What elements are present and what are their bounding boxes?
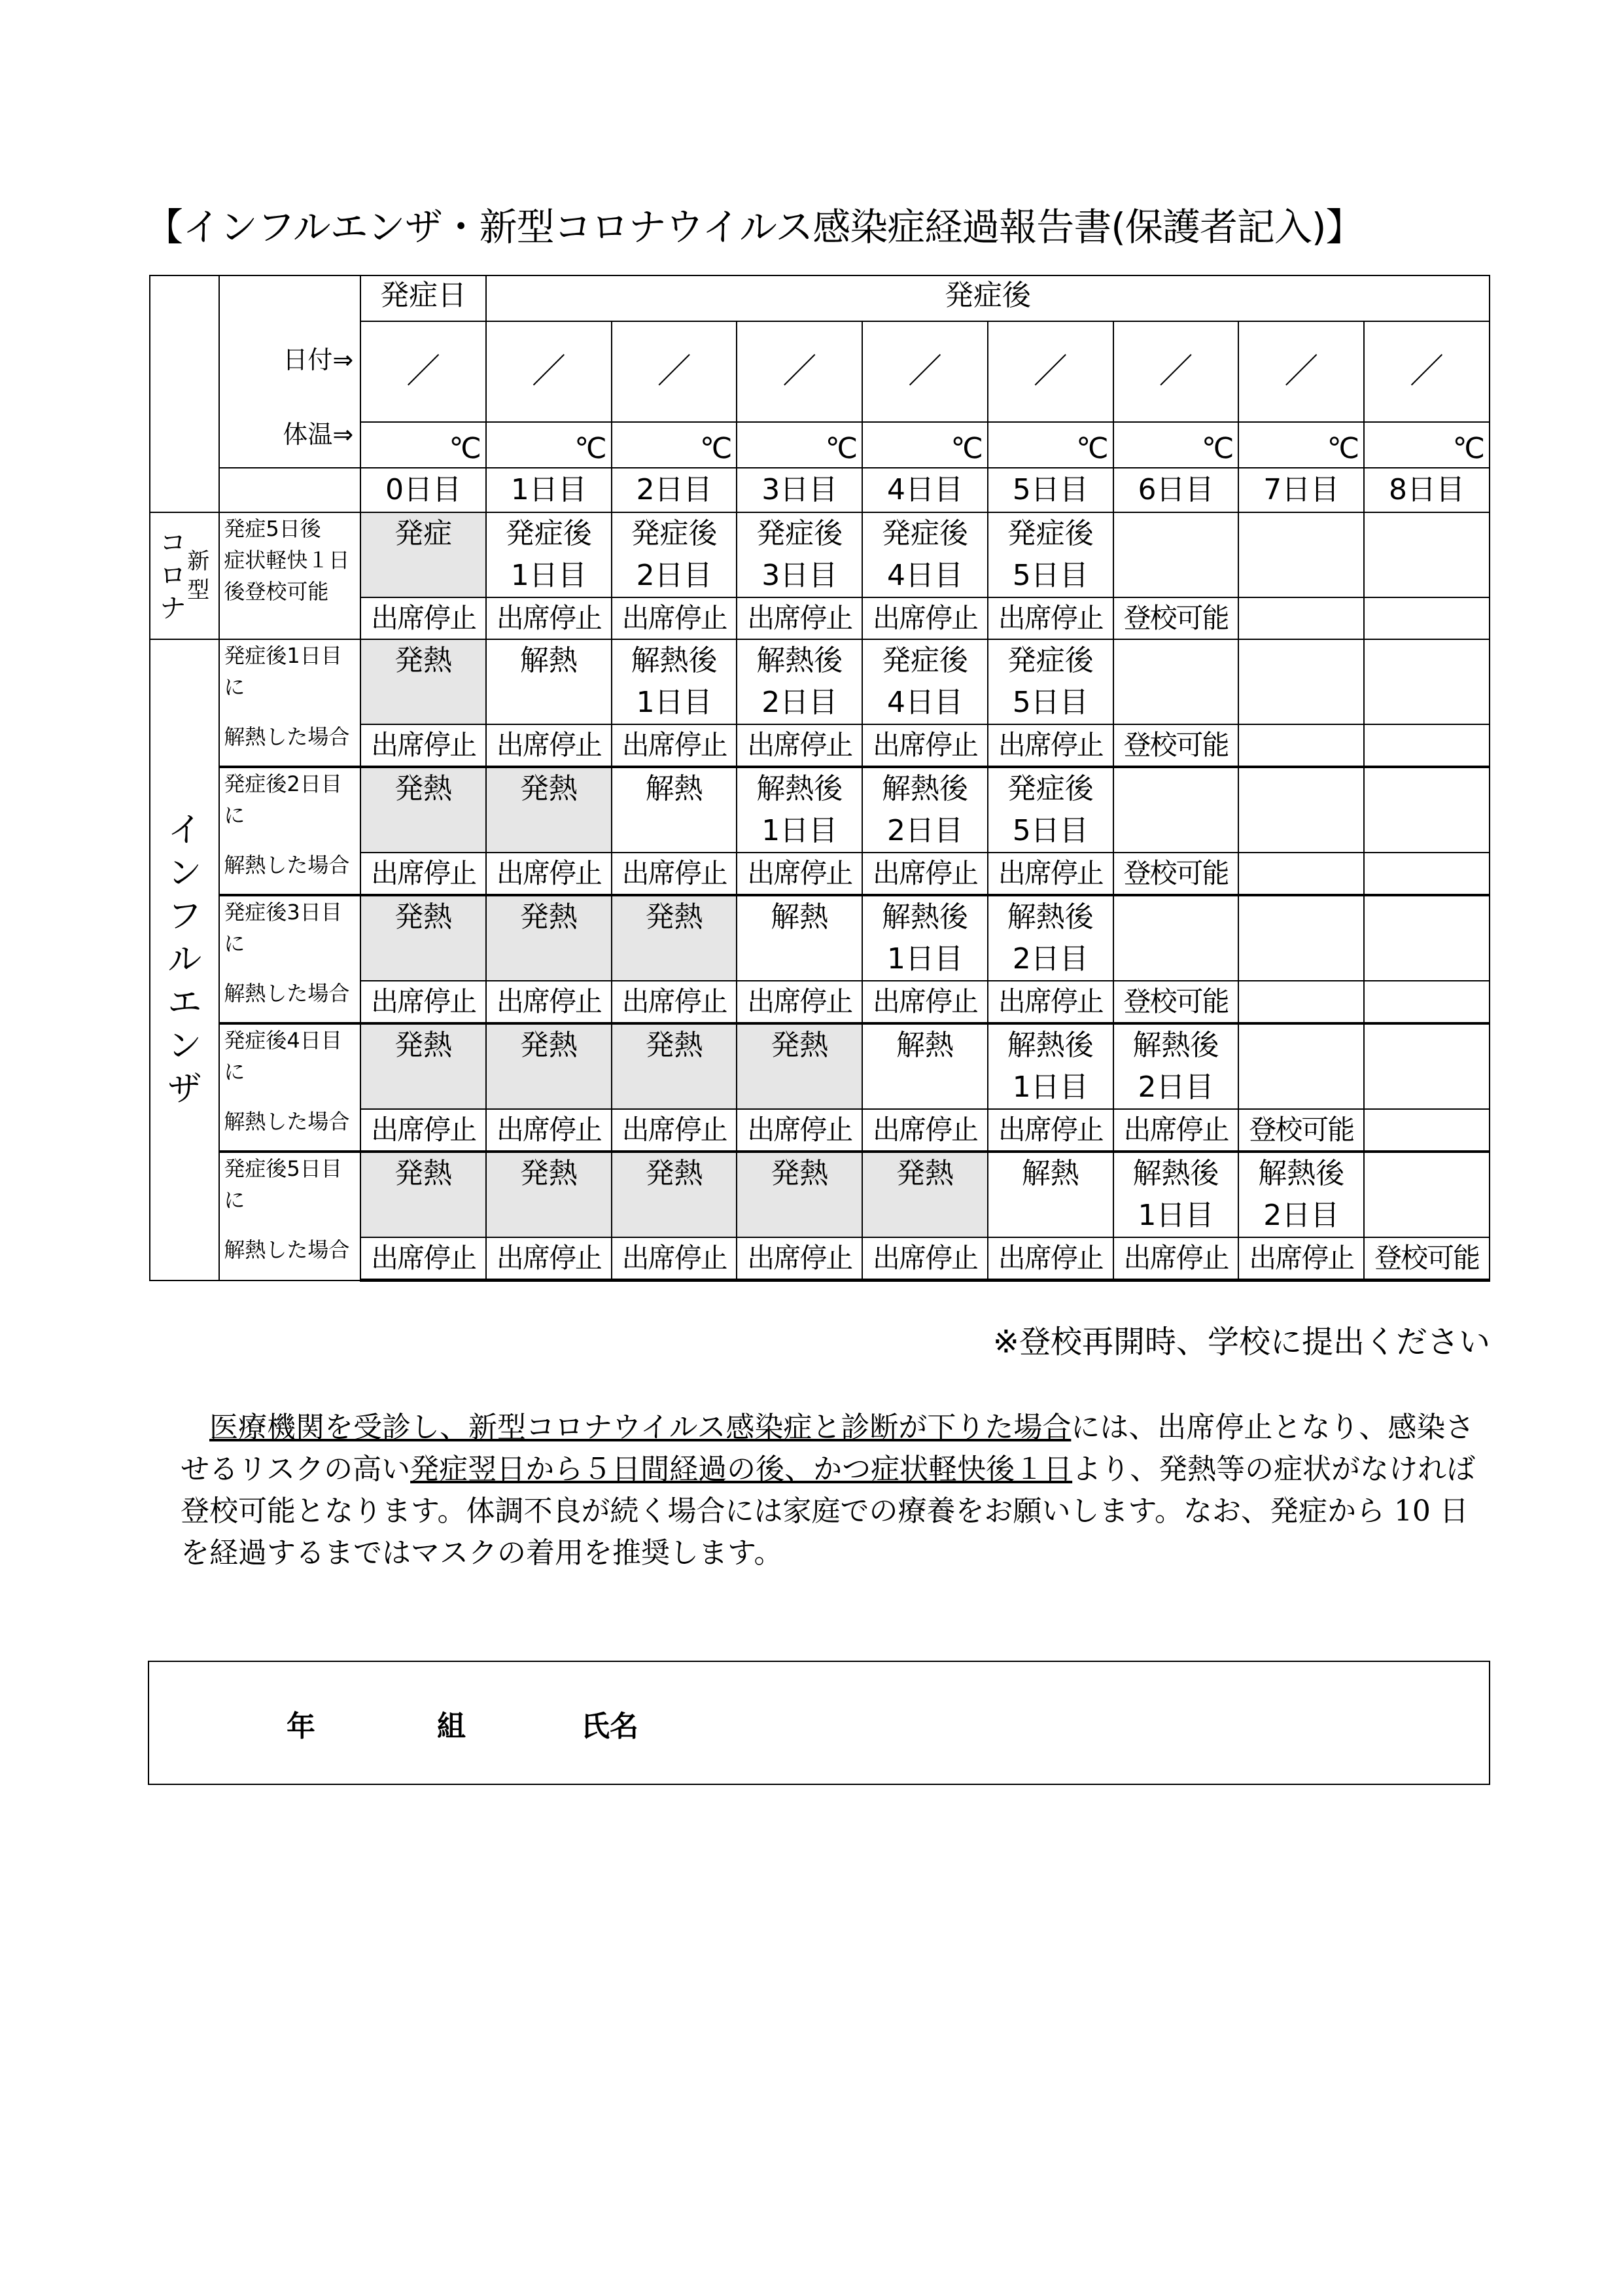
attendance-status-cell: 出席停止: [1238, 1237, 1364, 1280]
temperature-cell[interactable]: ℃: [360, 422, 486, 468]
phase-cell: [360, 1023, 486, 1109]
attendance-status-cell: 登校可能: [1113, 597, 1239, 639]
date-cell[interactable]: ／: [1364, 321, 1490, 423]
after-onset-header: 発症後: [486, 275, 1490, 321]
phase-text: [737, 896, 862, 938]
phase-cell: [360, 639, 486, 724]
days-label-blank: [219, 468, 360, 512]
phase-line-1: 発症: [394, 517, 453, 550]
student-info-box: [148, 1661, 1490, 1785]
attendance-status-cell: 出席停止: [988, 853, 1113, 895]
attendance-status-cell: 出席停止: [737, 1109, 862, 1152]
phase-cell: [988, 767, 1113, 853]
phase-cell: [1238, 1152, 1364, 1237]
phase-line-1: 解熱: [771, 900, 829, 934]
phase-cell: [988, 1152, 1113, 1237]
attendance-status-cell: 出席停止: [862, 724, 988, 767]
temperature-cell[interactable]: ℃: [1364, 422, 1490, 468]
phase-line-1: 解熱後: [756, 772, 843, 805]
corona-side-label: [150, 512, 219, 639]
attendance-status-cell: 出席停止: [360, 597, 486, 639]
phase-text: [361, 640, 485, 682]
phase-line-1: 発症後: [882, 644, 969, 677]
day-number-cell: 3日目: [737, 468, 862, 512]
date-cell[interactable]: ／: [862, 321, 988, 423]
phase-text: [737, 1025, 862, 1067]
class-label: 組: [437, 1710, 466, 1743]
phase-text: [612, 513, 737, 597]
condition-line: 発症後3日目に: [224, 900, 342, 956]
attendance-status-cell: 出席停止: [862, 981, 988, 1023]
phase-cell: [486, 767, 612, 853]
attendance-status-cell: 出席停止: [862, 1109, 988, 1152]
phase-line-1: 解熱: [1021, 1157, 1079, 1190]
phase-line-2: 1日目: [761, 814, 838, 847]
day-number-cell: 8日目: [1364, 468, 1490, 512]
condition-line: 後登校可能: [224, 579, 329, 604]
condition-line: 解熱した場合: [224, 1109, 350, 1134]
phase-line-1: 発熱: [896, 1157, 954, 1190]
paragraph-part-3: 発症翌日から５日間経過の後、かつ症状軽快後１日: [410, 1453, 1073, 1486]
phase-cell: [612, 512, 737, 597]
attendance-status-cell: 出席停止: [486, 853, 612, 895]
phase-cell: [1364, 895, 1490, 981]
condition-line: 発症後4日目に: [224, 1028, 342, 1084]
condition-line: 発症後5日目に: [224, 1156, 342, 1212]
name-label: 氏名: [581, 1710, 638, 1743]
attendance-status-cell: 出席停止: [862, 1237, 988, 1280]
phase-text: [487, 513, 611, 597]
phase-line-1: 解熱: [645, 772, 703, 805]
phase-cell: [1238, 639, 1364, 724]
phase-text: [361, 1025, 485, 1067]
phase-text: [988, 513, 1113, 597]
phase-cell: [1113, 767, 1239, 853]
attendance-status-cell: 出席停止: [612, 853, 737, 895]
phase-line-1: 発熱: [519, 1157, 578, 1190]
condition-line: 解熱した場合: [224, 1237, 350, 1262]
phase-line-1: 解熱後: [882, 772, 969, 805]
condition-label: [219, 512, 360, 639]
phase-text: [487, 640, 611, 682]
year-label: 年: [287, 1710, 315, 1743]
temperature-cell[interactable]: ℃: [862, 422, 988, 468]
attendance-status-cell: 登校可能: [1113, 853, 1239, 895]
corona-side-left: [160, 527, 186, 625]
phase-text: [988, 768, 1113, 852]
header-row-days: [150, 468, 1490, 512]
phase-cell: [360, 767, 486, 853]
date-cell[interactable]: ／: [737, 321, 862, 423]
header-label-cell: [219, 275, 360, 468]
corona-char: 型: [187, 577, 210, 603]
phase-line-1: 発熱: [394, 772, 453, 805]
phase-line-1: 発熱: [645, 900, 703, 934]
day-number-cell: 2日目: [612, 468, 737, 512]
phase-line-1: 解熱後: [756, 644, 843, 677]
phase-line-1: 解熱後: [882, 900, 969, 934]
attendance-status-cell: [1238, 597, 1364, 639]
condition-line: 症状軽快１日: [224, 548, 350, 573]
attendance-status-cell: 登校可能: [1113, 724, 1239, 767]
attendance-status-cell: 出席停止: [737, 1237, 862, 1280]
attendance-status-cell: 出席停止: [737, 597, 862, 639]
onset-day-header: 発症日: [360, 275, 486, 321]
condition-label: [219, 767, 360, 895]
phase-text: [988, 896, 1113, 980]
phase-line-2: 1日目: [636, 686, 712, 719]
phase-text: [487, 768, 611, 810]
attendance-status-cell: [1238, 981, 1364, 1023]
attendance-status-cell: 出席停止: [988, 1237, 1113, 1280]
phase-line-1: 解熱後: [1132, 1029, 1219, 1062]
attendance-status-cell: 登校可能: [1238, 1109, 1364, 1152]
date-cell[interactable]: ／: [360, 321, 486, 423]
attendance-status-cell: 出席停止: [486, 597, 612, 639]
phase-line-1: 発熱: [394, 644, 453, 677]
condition-line: 発症5日後: [224, 516, 321, 541]
condition-label: [219, 639, 360, 767]
influenza-char: イ: [167, 810, 202, 850]
phase-text: [1114, 1153, 1238, 1237]
day-number-cell: 1日目: [486, 468, 612, 512]
attendance-status-cell: 出席停止: [486, 981, 612, 1023]
attendance-status-cell: 出席停止: [862, 853, 988, 895]
phase-line-1: 発熱: [645, 1029, 703, 1062]
phase-cell: [360, 895, 486, 981]
phase-cell: [737, 895, 862, 981]
condition-line: 解熱した場合: [224, 724, 350, 749]
attendance-status-cell: 出席停止: [612, 1237, 737, 1280]
attendance-status-cell: 出席停止: [988, 1109, 1113, 1152]
phase-line-1: 発症後: [631, 517, 718, 550]
date-cell[interactable]: ／: [1238, 321, 1364, 423]
phase-cell: [612, 639, 737, 724]
attendance-status-cell: 出席停止: [360, 981, 486, 1023]
attendance-status-cell: 出席停止: [1113, 1109, 1239, 1152]
attendance-status-cell: 出席停止: [486, 1109, 612, 1152]
phase-cell: [1364, 1023, 1490, 1109]
table-body: [150, 275, 1490, 1280]
schedule-row: [150, 1152, 1490, 1237]
phase-line-1: 発症後: [505, 517, 592, 550]
phase-cell: [862, 895, 988, 981]
attendance-status-cell: 出席停止: [988, 597, 1113, 639]
temperature-cell[interactable]: ℃: [988, 422, 1113, 468]
phase-cell: [862, 1152, 988, 1237]
phase-cell: [988, 512, 1113, 597]
phase-text: [863, 640, 987, 724]
phase-text: [361, 896, 485, 938]
phase-cell: [1113, 895, 1239, 981]
phase-line-2: 4日目: [887, 559, 964, 592]
phase-cell: [360, 1152, 486, 1237]
paragraph-part-1: 医療機関を受診し、新型コロナウイルス感染症と診断が下りた場合: [209, 1411, 1072, 1444]
paragraph-part-2: には、出席停止となり、感染させるリスクの高い: [181, 1411, 1475, 1486]
phase-line-2: 2日目: [1138, 1070, 1214, 1104]
phase-cell: [486, 1152, 612, 1237]
phase-text: [988, 1025, 1113, 1108]
phase-line-1: 発熱: [519, 772, 578, 805]
progress-table: [149, 275, 1490, 1282]
phase-cell: [862, 767, 988, 853]
attendance-status-cell: 出席停止: [612, 981, 737, 1023]
attendance-status-cell: 出席停止: [612, 724, 737, 767]
corona-side-text: [150, 527, 218, 625]
phase-text: [988, 640, 1113, 724]
page-title: 【インフルエンザ・新型コロナウイルス感染症経過報告書(保護者記入)】: [145, 205, 1363, 249]
phase-line-2: 4日目: [887, 686, 964, 719]
phase-line-2: 1日目: [1138, 1199, 1214, 1232]
phase-line-2: 2日目: [761, 686, 838, 719]
schedule-row: [150, 895, 1490, 981]
phase-text: [612, 768, 737, 810]
phase-cell: [862, 639, 988, 724]
phase-cell: [1364, 1152, 1490, 1237]
condition-label: [219, 1023, 360, 1152]
phase-line-1: 発症後: [756, 517, 843, 550]
phase-line-1: 解熱: [896, 1029, 954, 1062]
date-cell[interactable]: ／: [1113, 321, 1239, 423]
condition-line: 発症後2日目に: [224, 771, 342, 828]
phase-cell: [737, 767, 862, 853]
phase-line-1: 発熱: [771, 1157, 829, 1190]
attendance-status-cell: 出席停止: [988, 981, 1113, 1023]
attendance-status-cell: 出席停止: [1113, 1237, 1239, 1280]
day-number-cell: 4日目: [862, 468, 988, 512]
attendance-status-cell: 出席停止: [612, 1109, 737, 1152]
phase-cell: [486, 639, 612, 724]
phase-text: [612, 640, 737, 724]
phase-line-1: 発熱: [771, 1029, 829, 1062]
phase-line-1: 発熱: [519, 1029, 578, 1062]
temperature-cell[interactable]: ℃: [1113, 422, 1239, 468]
temperature-cell[interactable]: ℃: [612, 422, 737, 468]
phase-text: [863, 1025, 987, 1067]
submit-note: ※登校再開時、学校に提出ください: [992, 1324, 1490, 1360]
phase-line-1: 発熱: [394, 900, 453, 934]
condition-label: [219, 1152, 360, 1280]
date-label: 日付⇒: [283, 345, 354, 374]
phase-cell: [1113, 1023, 1239, 1109]
attendance-status-cell: [1364, 724, 1490, 767]
phase-line-1: 発症後: [1007, 772, 1094, 805]
temperature-cell[interactable]: ℃: [486, 422, 612, 468]
phase-line-2: 2日目: [887, 814, 964, 847]
phase-text: [361, 513, 485, 555]
phase-text: [737, 768, 862, 852]
header-row-phase: [150, 275, 1490, 321]
temperature-cell[interactable]: ℃: [737, 422, 862, 468]
condition-line: 解熱した場合: [224, 981, 350, 1006]
temp-label: 体温⇒: [283, 420, 354, 449]
influenza-char: ン: [167, 853, 202, 893]
phase-line-1: 発症後: [882, 517, 969, 550]
schedule-row: [150, 1023, 1490, 1109]
day-number-cell: 0日目: [360, 468, 486, 512]
phase-cell: [612, 1152, 737, 1237]
phase-line-2: 1日目: [510, 559, 587, 592]
phase-line-1: 解熱後: [1007, 1029, 1094, 1062]
phase-cell: [988, 639, 1113, 724]
phase-line-1: 発熱: [394, 1157, 453, 1190]
phase-cell: [1364, 767, 1490, 853]
phase-text: [1239, 1153, 1363, 1237]
phase-text: [612, 1025, 737, 1067]
attendance-status-cell: [1364, 981, 1490, 1023]
day-number-cell: 7日目: [1238, 468, 1364, 512]
phase-text: [863, 1153, 987, 1195]
influenza-char: フ: [167, 896, 202, 936]
phase-cell: [1238, 1023, 1364, 1109]
influenza-side-text: [150, 809, 218, 1111]
phase-line-2: 5日目: [1012, 559, 1089, 592]
attendance-status-cell: 出席停止: [737, 853, 862, 895]
corona-side-right: [187, 547, 209, 605]
phase-cell: [612, 1023, 737, 1109]
phase-line-2: 5日目: [1012, 814, 1089, 847]
phase-text: [863, 768, 987, 852]
attendance-status-cell: 出席停止: [612, 597, 737, 639]
phase-line-2: 1日目: [1012, 1070, 1089, 1104]
schedule-row: [150, 512, 1490, 597]
phase-cell: [612, 767, 737, 853]
phase-cell: [1113, 1152, 1239, 1237]
phase-cell: [1113, 512, 1239, 597]
phase-cell: [737, 1023, 862, 1109]
phase-cell: [737, 1152, 862, 1237]
attendance-status-cell: 出席停止: [737, 724, 862, 767]
phase-line-2: 2日目: [1263, 1199, 1340, 1232]
phase-line-2: 3日目: [761, 559, 838, 592]
corona-char: 新: [187, 548, 210, 574]
influenza-char: エ: [167, 983, 202, 1023]
phase-line-1: 発熱: [394, 1029, 453, 1062]
phase-text: [487, 1153, 611, 1195]
day-number-cell: 6日目: [1113, 468, 1239, 512]
phase-line-2: 1日目: [887, 942, 964, 976]
phase-text: [612, 1153, 737, 1195]
phase-text: [737, 513, 862, 597]
attendance-status-cell: 出席停止: [360, 1237, 486, 1280]
phase-text: [1114, 1025, 1238, 1108]
corona-char: コ: [160, 528, 186, 558]
influenza-char: ル: [167, 940, 202, 980]
condition-line: 発症後1日目に: [224, 643, 342, 699]
attendance-status-cell: [1364, 853, 1490, 895]
phase-line-1: 発熱: [645, 1157, 703, 1190]
influenza-char: ザ: [167, 1069, 202, 1109]
phase-text: [737, 640, 862, 724]
condition-label: [219, 895, 360, 1023]
phase-line-1: 発症後: [1007, 517, 1094, 550]
attendance-status-cell: [1238, 853, 1364, 895]
phase-cell: [486, 1023, 612, 1109]
phase-text: [863, 896, 987, 980]
phase-text: [361, 768, 485, 810]
phase-line-1: 解熱後: [1258, 1157, 1345, 1190]
phase-line-2: 2日目: [636, 559, 712, 592]
phase-cell: [612, 895, 737, 981]
phase-cell: [988, 895, 1113, 981]
phase-cell: [1238, 512, 1364, 597]
phase-cell: [988, 1023, 1113, 1109]
phase-text: [988, 1153, 1113, 1195]
phase-text: [487, 896, 611, 938]
date-cell[interactable]: ／: [988, 321, 1113, 423]
phase-line-1: 解熱後: [1007, 900, 1094, 934]
phase-text: [487, 1025, 611, 1067]
influenza-char: ン: [167, 1026, 202, 1066]
phase-cell: [486, 895, 612, 981]
phase-cell: [862, 512, 988, 597]
guidance-paragraph: [181, 1407, 1489, 1574]
phase-line-1: 発症後: [1007, 644, 1094, 677]
day-number-cell: 5日目: [988, 468, 1113, 512]
date-cell[interactable]: ／: [486, 321, 612, 423]
phase-text: [361, 1153, 485, 1195]
phase-cell: [737, 639, 862, 724]
attendance-status-cell: 出席停止: [862, 597, 988, 639]
phase-cell: [1364, 639, 1490, 724]
attendance-status-cell: [1364, 1109, 1490, 1152]
attendance-status-cell: 出席停止: [360, 1109, 486, 1152]
phase-cell: [1238, 767, 1364, 853]
phase-text: [612, 896, 737, 938]
temperature-cell[interactable]: ℃: [1238, 422, 1364, 468]
attendance-status-cell: 出席停止: [737, 981, 862, 1023]
phase-cell: [862, 1023, 988, 1109]
corona-char: ナ: [160, 593, 186, 624]
phase-line-2: 2日目: [1012, 942, 1089, 976]
attendance-status-cell: 出席停止: [988, 724, 1113, 767]
schedule-row: [150, 639, 1490, 724]
phase-cell: [1113, 639, 1239, 724]
date-cell[interactable]: ／: [612, 321, 737, 423]
phase-line-1: 解熱: [519, 644, 578, 677]
attendance-status-cell: 出席停止: [360, 853, 486, 895]
phase-cell: [1238, 895, 1364, 981]
paragraph-part-4: より、発熱等の症状がなければ登校可能となります。体調不良が続く場合には家庭での療養をお願いします。なお、発症から 10 日を経過するまではマスクの着用を推奨します。: [181, 1453, 1476, 1570]
phase-cell: [737, 512, 862, 597]
phase-cell: [360, 512, 486, 597]
attendance-status-cell: 出席停止: [486, 1237, 612, 1280]
attendance-status-cell: [1364, 597, 1490, 639]
attendance-status-cell: [1238, 724, 1364, 767]
phase-line-1: 発熱: [519, 900, 578, 934]
phase-cell: [486, 512, 612, 597]
phase-line-1: 解熱後: [1132, 1157, 1219, 1190]
condition-line: 解熱した場合: [224, 853, 350, 877]
phase-text: [737, 1153, 862, 1195]
attendance-status-cell: 出席停止: [486, 724, 612, 767]
phase-line-2: 5日目: [1012, 686, 1089, 719]
influenza-side-label: [150, 639, 219, 1280]
attendance-status-cell: 出席停止: [360, 724, 486, 767]
corner-blank: [150, 275, 219, 512]
corona-char: ロ: [160, 561, 186, 591]
schedule-row: [150, 767, 1490, 853]
phase-line-1: 解熱後: [631, 644, 718, 677]
attendance-status-cell: 登校可能: [1364, 1237, 1490, 1280]
phase-cell: [1364, 512, 1490, 597]
phase-text: [863, 513, 987, 597]
attendance-status-cell: 登校可能: [1113, 981, 1239, 1023]
